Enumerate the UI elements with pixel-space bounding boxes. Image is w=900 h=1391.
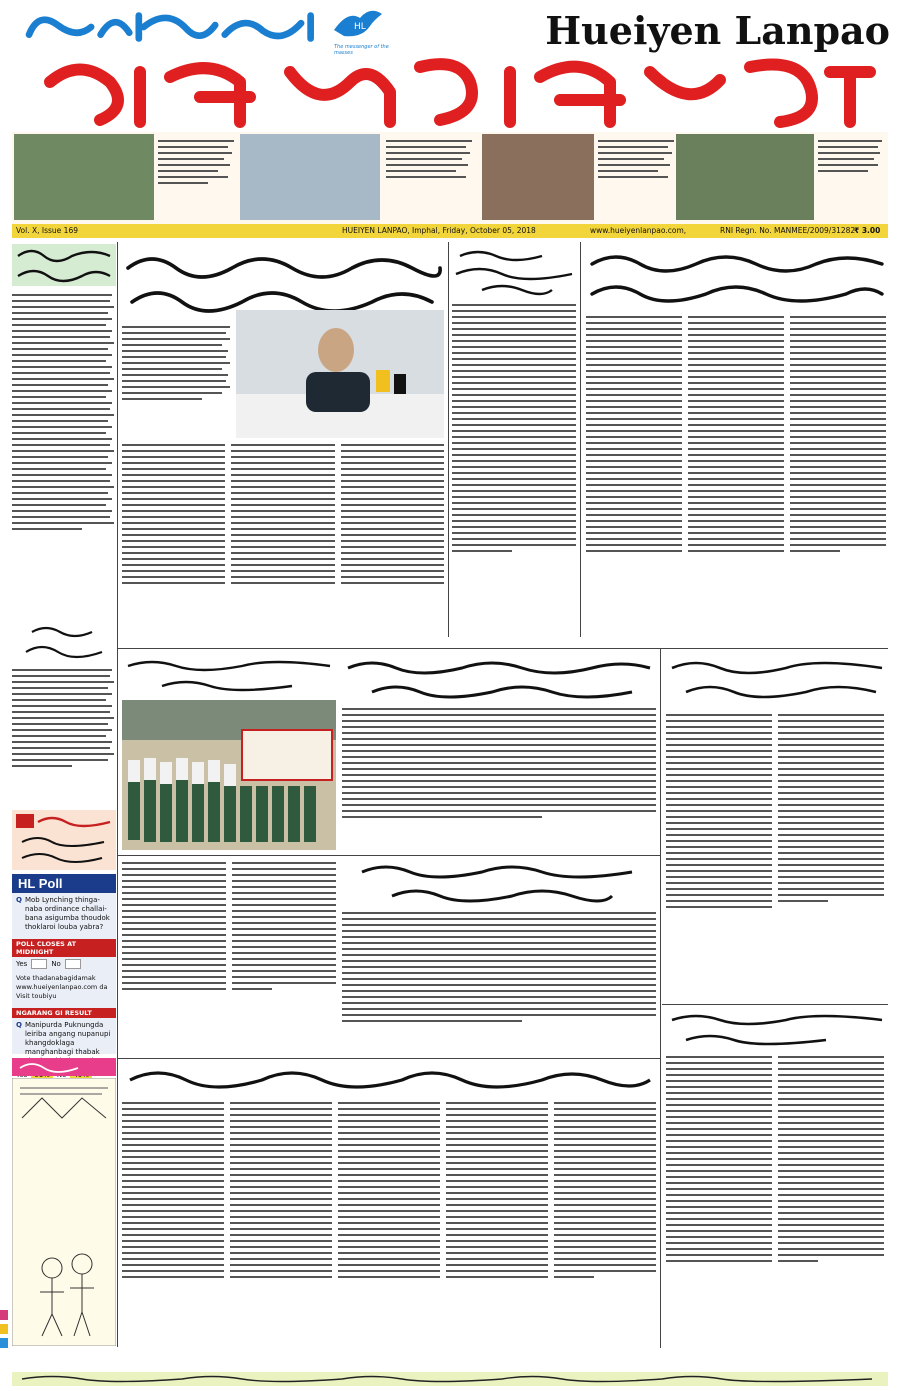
cartoon-header: [12, 1058, 116, 1076]
result-question: Q Manipurda Puknungda leiriba angang nupanupi khangdoklaga manghanbagi thabak: [12, 1018, 116, 1069]
column-story: [452, 300, 576, 640]
mid-story-2: [342, 908, 656, 1054]
column-rule: [660, 648, 661, 1348]
question-icon: Q: [16, 896, 22, 904]
bottom-headline: [122, 1064, 656, 1094]
masthead-title-english: Hueiyen Lanpao: [545, 8, 890, 53]
left-headline-box: [12, 244, 116, 286]
right-top-story: [586, 312, 888, 642]
teaser-photo-4: [676, 134, 814, 220]
students-story: [122, 858, 336, 1054]
svg-text:HL: HL: [354, 22, 366, 32]
masthead: [0, 0, 900, 132]
right-lower-headline: [666, 1010, 888, 1050]
price: ₹ 3.00: [854, 226, 881, 235]
ad-script: [12, 810, 116, 870]
lead-photo: [236, 310, 444, 438]
right-mid-story: [666, 710, 888, 1000]
dove-logo: [330, 4, 386, 44]
row-rule: [118, 855, 660, 856]
lead-story-columns: [122, 440, 444, 640]
vote-instructions: Vote thadanabagidamak www.hueiyenlanpao.com da Visit toubiyu: [16, 974, 108, 1000]
left-story-2: [12, 665, 116, 805]
column-rule: [448, 242, 449, 637]
right-mid-headline: [666, 656, 888, 706]
logo-tagline: The messenger of the masses: [334, 44, 389, 56]
column-rule: [580, 242, 581, 637]
students-photo: [122, 700, 336, 850]
teaser-text-3: [598, 136, 678, 216]
poll-question: Q Mob Lynching thinga-naba ordinance challai-bana asigumba thoudok thoklaroi louba yabra?: [16, 896, 110, 931]
poll-closes: POLL CLOSES AT MIDNIGHT: [12, 939, 116, 957]
teaser-photo-2: [240, 134, 380, 220]
info-bar: [12, 224, 888, 238]
students-headline: [122, 656, 336, 696]
cartoon-header-script: [12, 1058, 116, 1076]
cartoon: [12, 1078, 116, 1346]
column-rule: [117, 242, 118, 1347]
teaser-text-2: [386, 136, 476, 216]
right-lower-story: [666, 1052, 888, 1348]
teaser-text-1: [158, 136, 238, 216]
mid-headline: [342, 656, 656, 702]
hl-poll: [12, 874, 116, 1054]
row-rule: [662, 1004, 888, 1005]
question-icon: Q: [16, 1021, 22, 1029]
masthead-logo-red: [20, 52, 886, 130]
teaser-strip: [12, 132, 888, 224]
poll-header: HL Poll: [12, 874, 116, 893]
left-story-1: [12, 290, 116, 620]
website: www.hueiyenlanpao.com,: [590, 226, 687, 235]
ad-box: [12, 810, 116, 870]
footer-text: [12, 1372, 888, 1386]
mid-headline-2: [342, 860, 656, 906]
headline-script: [12, 244, 116, 286]
issue-number: Vol. X, Issue 169: [16, 226, 78, 235]
teaser-photo-1: [14, 134, 154, 220]
bottom-story: [122, 1098, 656, 1348]
row-rule: [118, 1058, 660, 1059]
paper-name: HUEIYEN LANPAO,: [342, 226, 410, 235]
yes-checkbox[interactable]: [31, 959, 47, 969]
rni-number: RNI Regn. No. MANMEE/2009/31282: [720, 226, 856, 235]
left-headline-2: [12, 622, 116, 662]
poll-options: Yes No: [12, 957, 116, 971]
registration-marks: [0, 0, 10, 1390]
teaser-photo-3: [482, 134, 594, 220]
row-rule: [118, 648, 888, 649]
dateline: Imphal, Friday, October 05, 2018: [412, 226, 536, 235]
masthead-logo-blue: [22, 6, 332, 48]
result-header: NGARANG GI RESULT: [12, 1008, 116, 1018]
teaser-text-4: [818, 136, 888, 216]
right-top-headline: [586, 248, 888, 308]
column-headline: [452, 246, 576, 298]
no-checkbox[interactable]: [65, 959, 81, 969]
lead-headline: [122, 248, 444, 318]
mid-story: [342, 704, 656, 850]
lead-intro: [122, 322, 232, 434]
footer-bar: [12, 1372, 888, 1386]
